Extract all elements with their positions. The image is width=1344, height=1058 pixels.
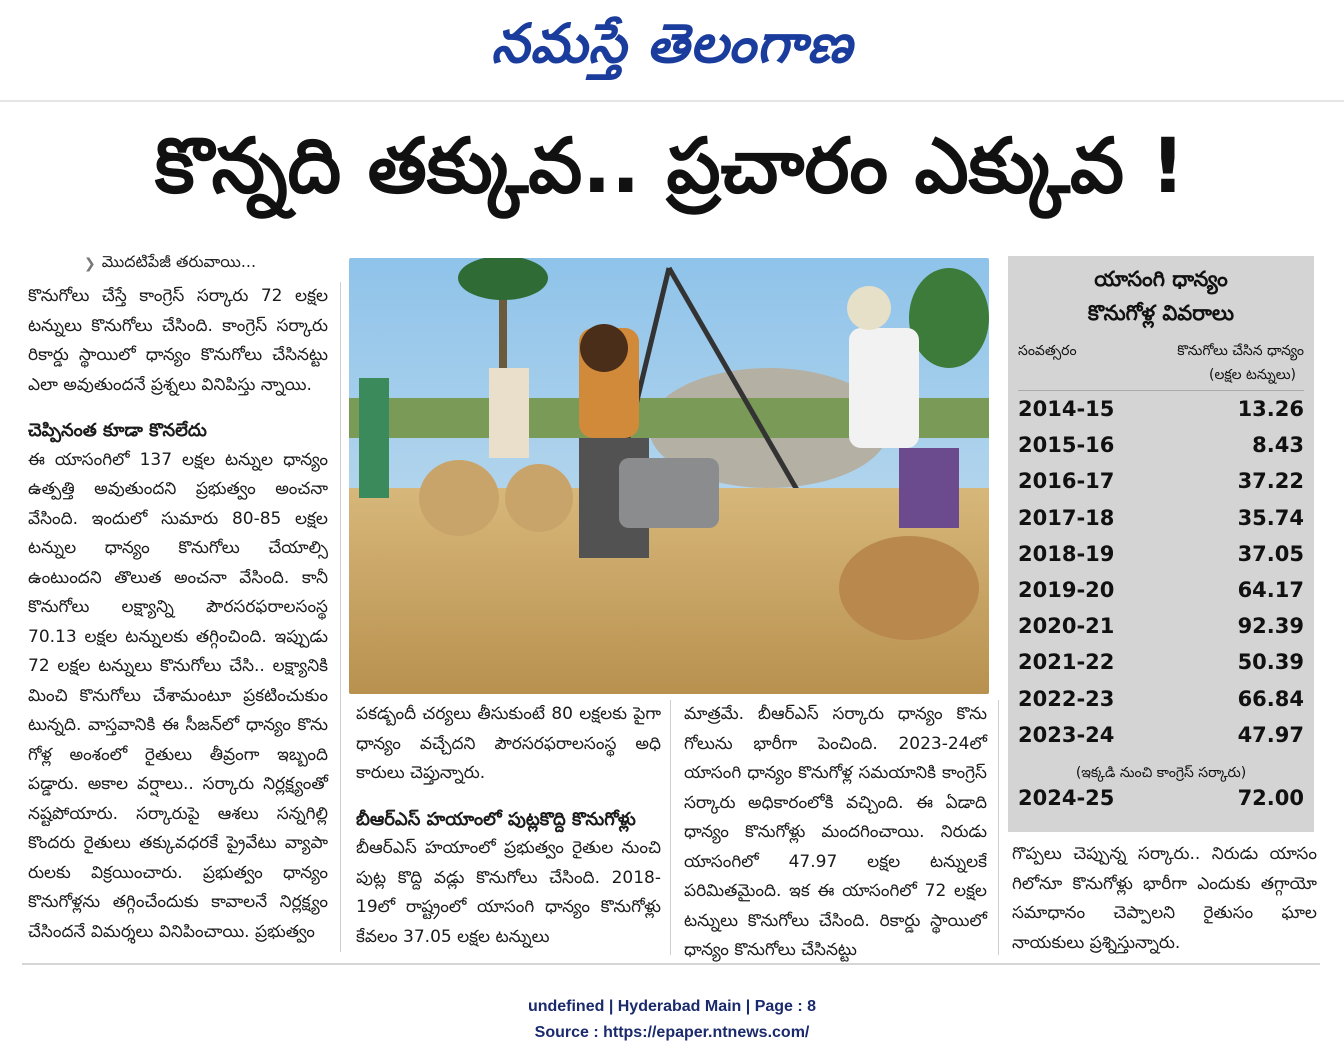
row-year: 2019-20 [1018,578,1115,603]
row-value: 64.17 [1237,578,1304,603]
masthead-logo: నమస్తే తెలంగాణ [491,11,853,75]
table-row [1018,644,1304,680]
row-value: 50.39 [1237,650,1304,675]
table-row [1018,536,1304,572]
masthead [0,0,1344,100]
column-divider [340,282,341,952]
row-year: 2014-15 [1018,397,1115,422]
article-column-3 [684,700,987,960]
row-value: 35.74 [1237,505,1304,530]
table-row [1018,717,1304,753]
article-column-1 [28,282,328,957]
kicker-text: మొదటిపేజీ తరువాయి... [101,252,257,271]
congress-note: (ఇక్కడి నుంచి కాంగ్రెస్ సర్కారు) [1075,764,1247,781]
row-year: 2020-21 [1018,614,1115,639]
row-year: 2024-25 [1018,785,1115,810]
column-2-subhead: బీఆర్‌ఎస్ హయాంలో పుట్లకొద్ది కొనుగోళ్లు [356,808,636,830]
article-column-2 [356,700,661,960]
column-header-year: సంవత్సరం [1018,343,1077,359]
row-year: 2021-22 [1018,650,1115,675]
article-column-4 [1012,840,1317,960]
row-value: 92.39 [1237,614,1304,639]
row-year: 2022-23 [1018,686,1115,711]
column-4-paragraph-1: గొప్పలు చెప్పున్న సర్కారు.. నిరుడు యాసం గిలోనూ కొనుగోళ్లు భారీగా ఎందుకు తగ్గాయో సమాధానం చెప్పాలని రైతుసం ఘాల నాయకులు ప్రశ్నిస్తున్నారు. [1012,844,1317,953]
row-value: 66.84 [1237,686,1304,711]
row-year: 2015-16 [1018,433,1115,458]
bottom-divider [22,963,1320,965]
news-photo [349,258,989,694]
row-year: 2023-24 [1018,722,1115,747]
table-row [1018,608,1304,644]
footer-edition-line: undefined | Hyderabad Main | Page : 8 [527,998,817,1015]
footer-source-line: Source : https://epaper.ntnews.com/ [534,1024,810,1041]
row-value: 8.43 [1252,433,1304,458]
row-value: 13.26 [1237,397,1304,422]
chevron-right-icon: ❯ [84,255,96,272]
column-1-paragraph-2: ఈ యాసంగిలో 137 లక్షల టన్నుల ధాన్యం ఉత్పత్తి అవుతుందని ప్రభుత్వం అంచనా వేసింది. ఇందులో సుమారు 80-85 లక్షల టన్నుల ధాన్యం కొనుగోలు చేయాల్సి ఉంటుందని తొలుత అంచనా వేసింది. కానీ కొనుగోలు లక్ష్యాన్ని పౌరసరఫరాలసంస్థ 70.13 లక్షల టన్నులకు తగ్గించింది. ఇప్పుడు 72 లక్షల టన్నులు కొనుగోలు చేసి.. లక్ష్యానికి మించి కొనుగోలు చేశామంటూ ప్రకటించుకుం టున్నది. వాస్తవానికి ఈ సీజన్‌లో ధాన్యం కొను గోళ్ల అంశంలో రైతులు తీవ్రంగా ఇబ్బంది పడ్డారు. అకాల వర్షాలు.. సర్కారు నిర్లక్ష్యంతో నష్టపోయారు. సర్కారుపై ఆశలు సన్నగిల్లి కొందరు రైతులు తక్కువధరకే ప్రైవేటు వ్యాపా రులకు విక్రయించారు. ప్రభుత్వం ధాన్యం కొనుగోళ్లను తగ్గించేందుకు కావాలనే నిర్లక్ష్యం చేసిందనే విమర్శలు వినిపించాయి. ప్రభుత్వం [28,449,328,942]
headline: కొన్నది తక్కువ.. ప్రచారం ఎక్కువ ! [154,121,1186,210]
column-1-subhead: చెప్పినంత కూడా కొనలేదు [28,420,207,441]
column-2-paragraph-2: బీఆర్‌ఎస్ హయాంలో ప్రభుత్వం రైతుల నుంచి పుట్ల కొద్ది వడ్లు కొనుగోలు చేసింది. 2018-19లో రాష్ట్రంలో యాసంగి ధాన్యం కొనుగోళ్లు కేవలం 37.05 లక్షల టన్నులు [356,838,661,947]
table-row [1018,427,1304,463]
table-title: యాసంగి ధాన్యం కొనుగోళ్ల వివరాలు [1087,267,1235,325]
column-2-paragraph-1: పకడ్బందీ చర్యలు తీసుకుంటే 80 లక్షలకు పైగా ధాన్యం వచ్చేదని పౌరసరఫరాలసంస్థ అధి కారులు చెప్తున్నారు. [356,704,661,783]
column-1-paragraph-1: కొనుగోలు చేస్తే కాంగ్రెస్ సర్కారు 72 లక్షల టన్నులు కొనుగోలు చేసింది. కాంగ్రెస్ సర్కారు రికార్డు స్థాయిలో ధాన్యం కొనుగోలు చేసినట్టు ఎలా అవుతుందనే ప్రశ్నలు వినిపిస్తు న్నాయి. [28,286,328,395]
table-row [1018,681,1304,717]
page-footer [0,994,1344,1046]
masthead-divider [0,100,1344,102]
continuation-kicker [84,252,256,275]
column-divider [670,700,671,955]
row-year: 2018-19 [1018,541,1115,566]
table-row [1018,391,1304,427]
unit-label: (లక్షల టన్నులు) [1208,367,1296,383]
column-header-quantity: కొనుగోలు చేసిన ధాన్యం [1177,343,1304,359]
table-row [1018,572,1304,608]
row-value: 47.97 [1237,722,1304,747]
column-divider [998,700,999,955]
farmers-grain-photo [349,258,989,694]
column-3-paragraph-1: మాత్రమే. బీఆర్‌ఎస్ సర్కారు ధాన్యం కొను గోలును భారీగా పెంచింది. 2023-24లో యాసంగి ధాన్యం కొనుగోళ్ల సమయానికి కాంగ్రెస్ సర్కారు అధికారంలోకి వచ్చింది. ఈ ఏడాది ధాన్యం కొనుగోళ్లు మందగించాయి. నిరుడు యాసంగిలో 47.97 లక్షల టన్నులకే పరిమితమైంది. ఇక ఈ యాసంగిలో 72 లక్షల టన్నులు కొనుగోలు చేసింది. రికార్డు స్థాయిలో ధాన్యం కొనుగోలు చేసినట్టు [684,704,987,960]
row-year: 2017-18 [1018,505,1115,530]
table-header [1008,330,1314,364]
row-value: 37.22 [1237,469,1304,494]
table-body [1018,390,1304,753]
procurement-table-box [1008,256,1314,832]
row-value: 37.05 [1237,541,1304,566]
row-value: 72.00 [1237,785,1304,810]
table-row [1018,500,1304,536]
table-row [1018,786,1304,810]
row-year: 2016-17 [1018,469,1115,494]
table-row [1018,463,1304,499]
